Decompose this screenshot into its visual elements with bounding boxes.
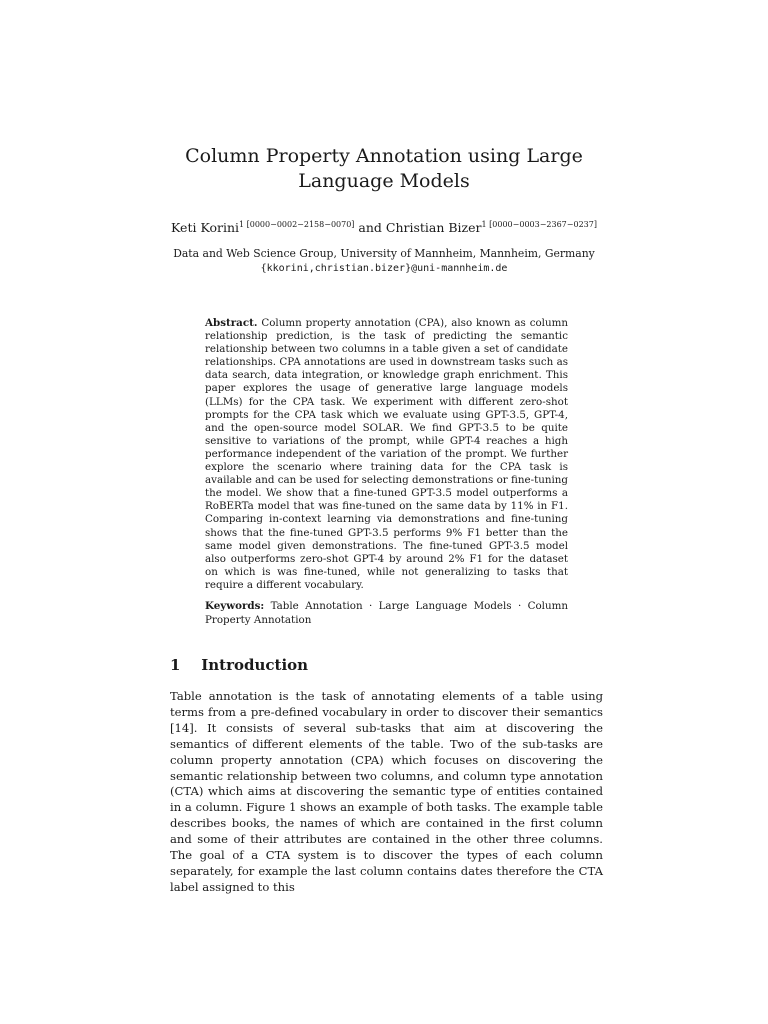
author-connector: and — [354, 220, 386, 236]
abstract — [205, 317, 568, 592]
author-2-name: Christian Bizer — [385, 220, 482, 236]
abstract-label: Abstract. — [205, 317, 258, 329]
keywords-label: Keywords: — [205, 600, 265, 612]
section-number: 1 — [170, 656, 181, 674]
author-2-orcid: 1 [0000−0003−2367−0237] — [481, 220, 597, 229]
keywords-text: Table Annotation · Large Language Models · Column Property Annotation — [205, 600, 568, 626]
affiliation-block — [0, 246, 768, 276]
title-line-2: Language Models — [298, 170, 470, 192]
intro-paragraph: Table annotation is the task of annotating elements of a table using terms from a pre-defined vocabulary in order to discover their semantics [14]. It consists of several sub-tasks that aim at discovering the semantics of different elements of the table. Two of the sub-tasks are column property annotation (CPA) which focuses on discovering the semantic relationship between two columns, and column type annotation (CTA) which aims at discovering the semantic type of entities contained in a column. Figure 1 shows an example of both tasks. The example table describes books, the names of which are contained in the first column and some of their attributes are contained in the other three columns. The goal of a CTA system is to discover the types of each column separately, for example the last column contains dates therefore the CTA label assigned to this — [170, 689, 603, 894]
keywords — [205, 600, 568, 627]
section-title: Introduction — [201, 656, 309, 674]
section-heading — [170, 655, 610, 675]
author-1-name: Keti Korini — [171, 220, 239, 236]
author-emails: {kkorini,christian.bizer}@uni-mannheim.de — [260, 263, 508, 274]
title-line-1: Column Property Annotation using Large — [185, 145, 583, 167]
abstract-text: Column property annotation (CPA), also known as column relationship prediction, is the task of predicting the semantic relationship between two columns in a table given a set of candidate relationships. CPA annotations are used in downstream tasks such as data search, data integration, or knowledge graph enrichment. This paper explores the usage of generative large language models (LLMs) for the CPA task. We experiment with different zero-shot prompts for the CPA task which we evaluate using GPT-3.5, GPT-4, and the open-source model SOLAR. We find GPT-3.5 to be quite sensitive to variations of the prompt, while GPT-4 reaches a high performance independent of the variation of the prompt. We further explore the scenario where training data for the CPA task is available and can be used for selecting demonstrations or fine-tuning the model. We show that a fine-tuned GPT-3.5 model outperforms a RoBERTa model that was fine-tuned on the same data by 11% in F1. Comparing in-context learning via demonstrations and fine-tuning shows that the fine-tuned GPT-3.5 performs 9% F1 better than the same model given demonstrations. The fine-tuned GPT-3.5 model also outperforms zero-shot GPT-4 by around 2% F1 for the dataset on which is was fine-tuned, while not generalizing to tasks that require a different vocabulary. — [205, 317, 568, 591]
author-list — [0, 216, 768, 237]
paper-title — [0, 144, 768, 194]
affiliation-line: Data and Web Science Group, University of Mannheim, Mannheim, Germany — [173, 247, 595, 260]
author-1-orcid: 1 [0000−0002−2158−0070] — [239, 220, 355, 229]
